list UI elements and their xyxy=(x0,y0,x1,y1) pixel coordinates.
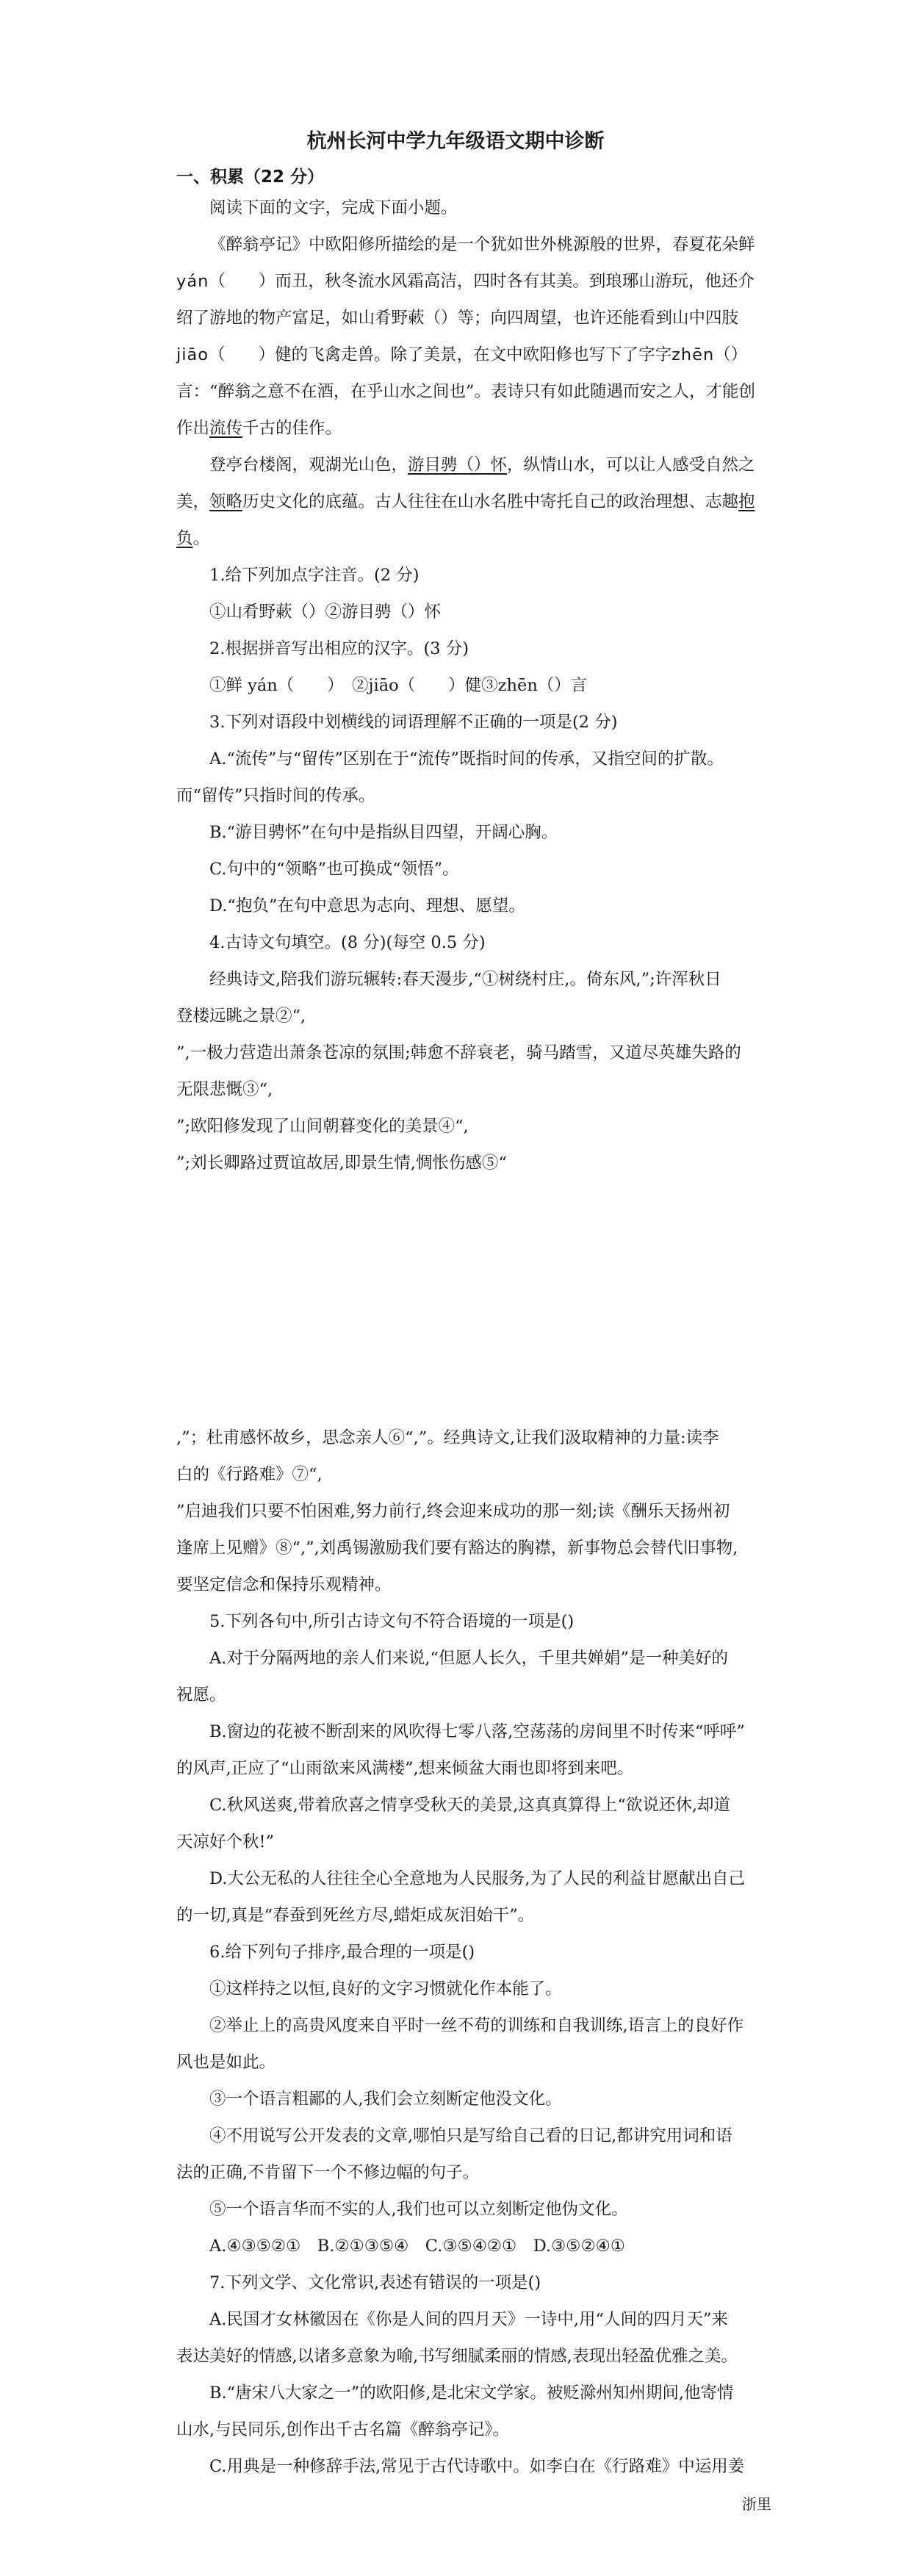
intro-text: 阅读下面的文字，完成下面小题。 xyxy=(209,198,458,217)
question-1-items: ①山肴野蔌（）②游目骋（）怀 xyxy=(209,602,442,622)
underlined-word: 流传 xyxy=(209,419,243,438)
footer-mark: 浙里 xyxy=(742,2495,771,2513)
q4-line: 要坚定信念和保持乐观精神。 xyxy=(176,1575,392,1594)
option-b: B.窗边的花被不断刮来的风吹得七零八落,空荡荡的房间里不时传来“呼呼” xyxy=(209,1722,745,1741)
q4-line: 登楼远眺之景②“, xyxy=(176,1007,306,1026)
q4-line: ”;刘长卿路过贾谊故居,即景生情,惆怅伤感⑤“ xyxy=(176,1154,507,1173)
question-2: 2.根据拼音写出相应的汉字。(3 分) xyxy=(209,639,469,658)
sentence-4: ④不用说写公开发表的文章,哪怕只是写给自己看的日记,都讲究用词和语 xyxy=(209,2126,732,2145)
q4-line: 经典诗文,陪我们游玩辗转:春天漫步,“①树绕村庄,。倚东风,”;许浑秋日 xyxy=(209,970,721,989)
sentence-3: ③一个语言粗鄙的人,我们会立刻断定他没文化。 xyxy=(209,2090,562,2109)
passage-line: 美，领略历史文化的底蕴。古人往往在山水名胜中寄托自己的政治理想、志趣抱 xyxy=(176,492,755,511)
option-a-cont: 表达美好的情感,以诸多意象为喻,书写细腻柔丽的情感,表现出轻盈优雅之美。 xyxy=(176,2347,738,2366)
sentence-2: ②举止上的高贵风度来自平时一丝不苟的训练和自我训练,语言上的良好作 xyxy=(209,2016,744,2035)
passage-line: jiāo（ ）健的飞禽走兽。除了美景，在文中欧阳修也写下了字字zhēn（） xyxy=(176,345,748,364)
sentence-4-cont: 法的正确,不肯留下一个不修边幅的句子。 xyxy=(176,2163,480,2182)
option-a: A.“流传”与“留传”区别在于“流传”既指时间的传承，又指空间的扩散。 xyxy=(209,749,724,769)
option-d-cont: 的一切,真是“春蚕到死丝方尽,蜡炬成灰泪始干”。 xyxy=(176,1906,535,1925)
passage-line: 登亭台楼阁，观湖光山色，游目骋（）怀，纵情山水，可以让人感受自然之 xyxy=(209,456,755,475)
passage-line: 《醉翁亭记》中欧阳修所描绘的是一个犹如世外桃源般的世界，春夏花朵鲜 xyxy=(209,235,755,254)
question-6: 6.给下列句子排序,最合理的一项是() xyxy=(209,1943,475,1962)
question-7: 7.下列文学、文化常识,表述有错误的一项是() xyxy=(209,2273,541,2292)
q4-line: ”,一极力营造出萧条苍凉的氛围;韩愈不辞衰老，骑马踏雪，又道尽英雄失路的 xyxy=(176,1043,741,1062)
question-4: 4.古诗文句填空。(8 分)(每空 0.5 分) xyxy=(209,933,486,952)
option-a: A.民国才女林徽因在《你是人间的四月天》一诗中,用“人间的四月天”来 xyxy=(209,2310,729,2329)
passage-block xyxy=(176,190,779,1181)
passage-line: 绍了游地的物产富足，如山肴野蔌（）等；向四周望，也许还能看到山中四肢 xyxy=(176,309,739,328)
option-c: C.用典是一种修辞手法,常见于古代诗歌中。如李白在《行路难》中运用姜 xyxy=(209,2457,745,2476)
passage-line: yán（ ）而丑，秋冬流水风霜高洁，四时各有其美。到琅琊山游玩，他还介 xyxy=(176,272,755,291)
pinyin: yán xyxy=(176,272,209,291)
option-a: A.对于分隔两地的亲人们来说,“但愿人长久，千里共婵娟”是一种美好的 xyxy=(209,1649,729,1668)
underlined-word: 领略 xyxy=(209,492,243,511)
option-b-cont: 的风声,正应了“山雨欲来风满楼”,想来倾盆大雨也即将到来吧。 xyxy=(176,1759,634,1778)
option-a-cont: 而“留传”只指时间的传承。 xyxy=(176,786,375,805)
passage-line: 负。 xyxy=(176,529,210,548)
question-2-items: ①鲜 yán（ ） ②jiāo（ ）健③zhēn（）言 xyxy=(209,676,588,695)
pinyin: zhēn xyxy=(671,345,715,364)
q4-line: 逢席上见赠》⑧“,”,刘禹锡激励我们要有豁达的胸襟，新事物总会替代旧事物, xyxy=(176,1539,738,1558)
question-3: 3.下列对语段中划横线的词语理解不正确的一项是(2 分) xyxy=(209,713,618,732)
option-c-cont: 天凉好个秋!” xyxy=(176,1832,275,1852)
question-5: 5.下列各句中,所引古诗文句不符合语境的一项是() xyxy=(209,1612,575,1631)
sentence-1: ①这样持之以恒,良好的文字习惯就化作本能了。 xyxy=(209,1979,562,1998)
q4-line: ”启迪我们只要不怕困难,努力前行,终会迎来成功的那一刻;读《酬乐天扬州初 xyxy=(176,1502,730,1521)
sentence-5: ⑤一个语言华而不实的人,我们也可以立刻断定他伪文化。 xyxy=(209,2200,628,2219)
sentence-2-cont: 风也是如此。 xyxy=(176,2053,276,2072)
option-b-cont: 山水,与民同乐,创作出千古名篇《醉翁亭记》。 xyxy=(176,2420,510,2439)
q4-line: ”;欧阳修发现了山间朝暮变化的美景④“, xyxy=(176,1117,469,1136)
passage-line: 言：“醉翁之意不在酒，在乎山水之间也”。表诗只有如此随遇而安之人，才能创 xyxy=(176,382,756,401)
underlined-word: 负 xyxy=(176,529,193,548)
option-b: B.“唐宋八大家之一”的欧阳修,是北宋文学家。被贬滁州知州期间,他寄情 xyxy=(209,2383,734,2403)
underlined-word: 抱 xyxy=(738,492,755,511)
option-c: C.句中的“领略”也可换成“领悟”。 xyxy=(209,860,459,879)
underlined-word: 游目骋（）怀 xyxy=(408,456,508,475)
option-a-cont: 祝愿。 xyxy=(176,1685,226,1705)
page-title: 杭州长河中学九年级语文期中诊断 xyxy=(306,130,605,153)
option-c: C.秋风送爽,带着欣喜之情享受秋天的美景,这真真算得上“欲说还休,却道 xyxy=(209,1796,731,1815)
q4-line: 无限悲慨③“, xyxy=(176,1080,273,1099)
pinyin: jiāo xyxy=(176,345,209,364)
question-6-options: A.④③⑤②① B.②①③⑤④ C.③⑤④②① D.③⑤②④① xyxy=(209,2237,625,2256)
option-d: D.大公无私的人往往全心全意地为人民服务,为了人民的利益甘愿献出自己 xyxy=(209,1869,746,1888)
passage-line: 作出流传千古的佳作。 xyxy=(176,419,342,438)
option-d: D.“抱负”在句中意思为志向、理想、愿望。 xyxy=(209,896,525,915)
question-1: 1.给下列加点字注音。(2 分) xyxy=(209,566,420,585)
option-b: B.“游目骋怀”在句中是指纵目四望，开阔心胸。 xyxy=(209,823,558,842)
section-heading: 一、积累（22 分） xyxy=(176,168,325,187)
q4-line: 白的《行路难》⑦“, xyxy=(176,1465,323,1484)
q4-line: ,”；杜甫感怀故乡，思念亲人⑥“,”。经典诗文,让我们汲取精神的力量:读李 xyxy=(176,1428,719,1447)
continuation-block xyxy=(176,1420,779,2485)
